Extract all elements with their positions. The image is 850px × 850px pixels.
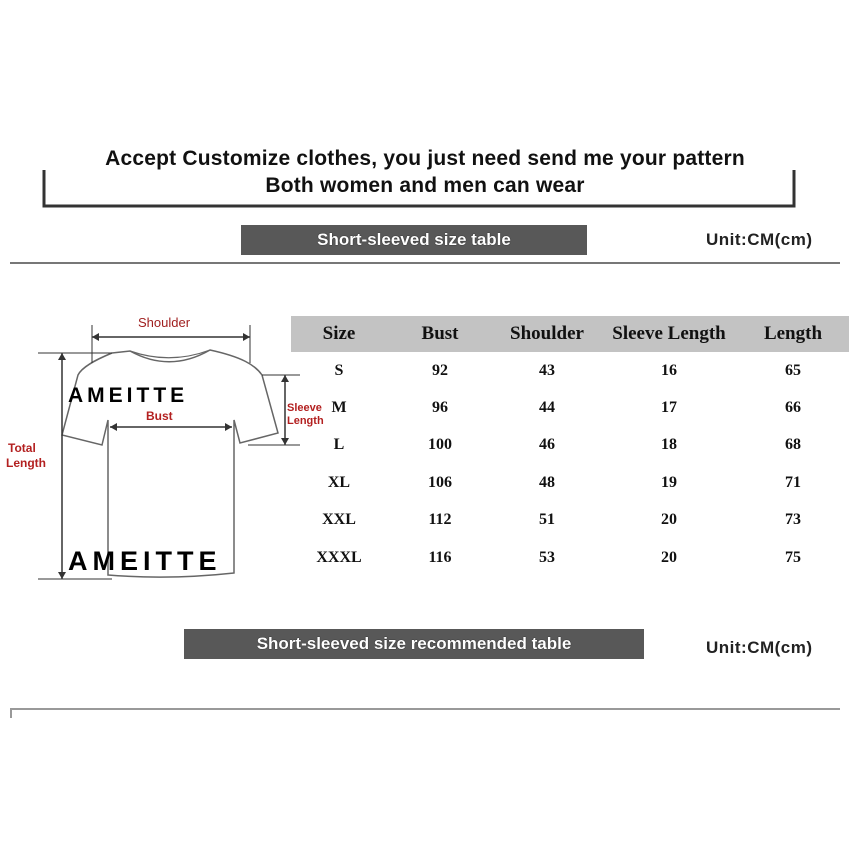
sleeve-length-label-line2: Length xyxy=(287,415,324,427)
cell-shoulder: 48 xyxy=(539,473,555,491)
header-size: Size xyxy=(291,316,387,352)
cell-size: XXXL xyxy=(316,548,362,566)
cell-shoulder: 44 xyxy=(539,399,555,417)
cell-sleeve-length: 20 xyxy=(661,548,677,566)
cell-size: L xyxy=(333,436,345,454)
section1-divider xyxy=(10,262,840,264)
cell-sleeve-length: 18 xyxy=(661,436,677,454)
heading-line-1: Accept Customize clothes, you just need send me your pattern xyxy=(105,147,745,170)
total-length-label-line2: Length xyxy=(6,456,46,470)
cell-size: M xyxy=(331,399,347,417)
header-sleeve-length: Sleeve Length xyxy=(601,316,737,352)
header-bust: Bust xyxy=(387,316,493,352)
size-table xyxy=(291,316,849,576)
cell-sleeve-length: 20 xyxy=(661,511,677,529)
cell-bust: 112 xyxy=(428,511,452,529)
cell-sleeve-length: 16 xyxy=(661,361,677,379)
cell-shoulder: 46 xyxy=(539,436,555,454)
cell-sleeve-length: 17 xyxy=(661,399,677,417)
header-shoulder: Shoulder xyxy=(493,316,601,352)
table-row xyxy=(291,502,849,539)
brand-logo-bottom: AMEITTE xyxy=(68,546,222,576)
cell-length: 71 xyxy=(785,473,801,491)
cell-length: 75 xyxy=(785,548,801,566)
shoulder-label: Shoulder xyxy=(138,315,191,330)
heading-line-2: Both women and men can wear xyxy=(265,174,585,197)
cell-length: 73 xyxy=(785,511,801,529)
recommended-table-banner: Short-sleeved size recommended table xyxy=(184,629,644,659)
table-row xyxy=(291,427,849,464)
bust-label: Bust xyxy=(146,409,173,423)
size-table-header-row xyxy=(291,316,849,352)
size-table-banner: Short-sleeved size table xyxy=(241,225,587,255)
cell-length: 68 xyxy=(785,436,801,454)
cell-bust: 96 xyxy=(432,399,448,417)
cell-shoulder: 53 xyxy=(539,548,555,566)
cell-size: XXL xyxy=(322,511,356,529)
total-length-label-line1: Total xyxy=(8,441,36,455)
table-row xyxy=(291,352,849,389)
sleeve-length-label-line1: Sleeve xyxy=(287,402,322,414)
cell-bust: 116 xyxy=(428,548,452,566)
cell-shoulder: 51 xyxy=(539,511,555,529)
cell-length: 66 xyxy=(785,399,801,417)
section2-divider xyxy=(10,708,840,710)
table-row xyxy=(291,389,849,426)
heading-bracket-frame xyxy=(0,0,850,260)
section2-divider-tick xyxy=(10,708,12,718)
size-table-unit: Unit:CM(cm) xyxy=(706,230,813,249)
cell-bust: 100 xyxy=(428,436,452,454)
cell-size: S xyxy=(334,361,344,379)
header-length: Length xyxy=(737,316,849,352)
table-row xyxy=(291,539,849,576)
cell-shoulder: 43 xyxy=(539,361,555,379)
cell-bust: 92 xyxy=(432,361,448,379)
cell-sleeve-length: 19 xyxy=(661,473,677,491)
brand-logo-top: AMEITTE xyxy=(68,384,189,407)
table-row xyxy=(291,464,849,501)
cell-bust: 106 xyxy=(428,473,452,491)
recommended-table-unit: Unit:CM(cm) xyxy=(706,638,813,657)
cell-size: XL xyxy=(327,473,351,491)
cell-length: 65 xyxy=(785,361,801,379)
